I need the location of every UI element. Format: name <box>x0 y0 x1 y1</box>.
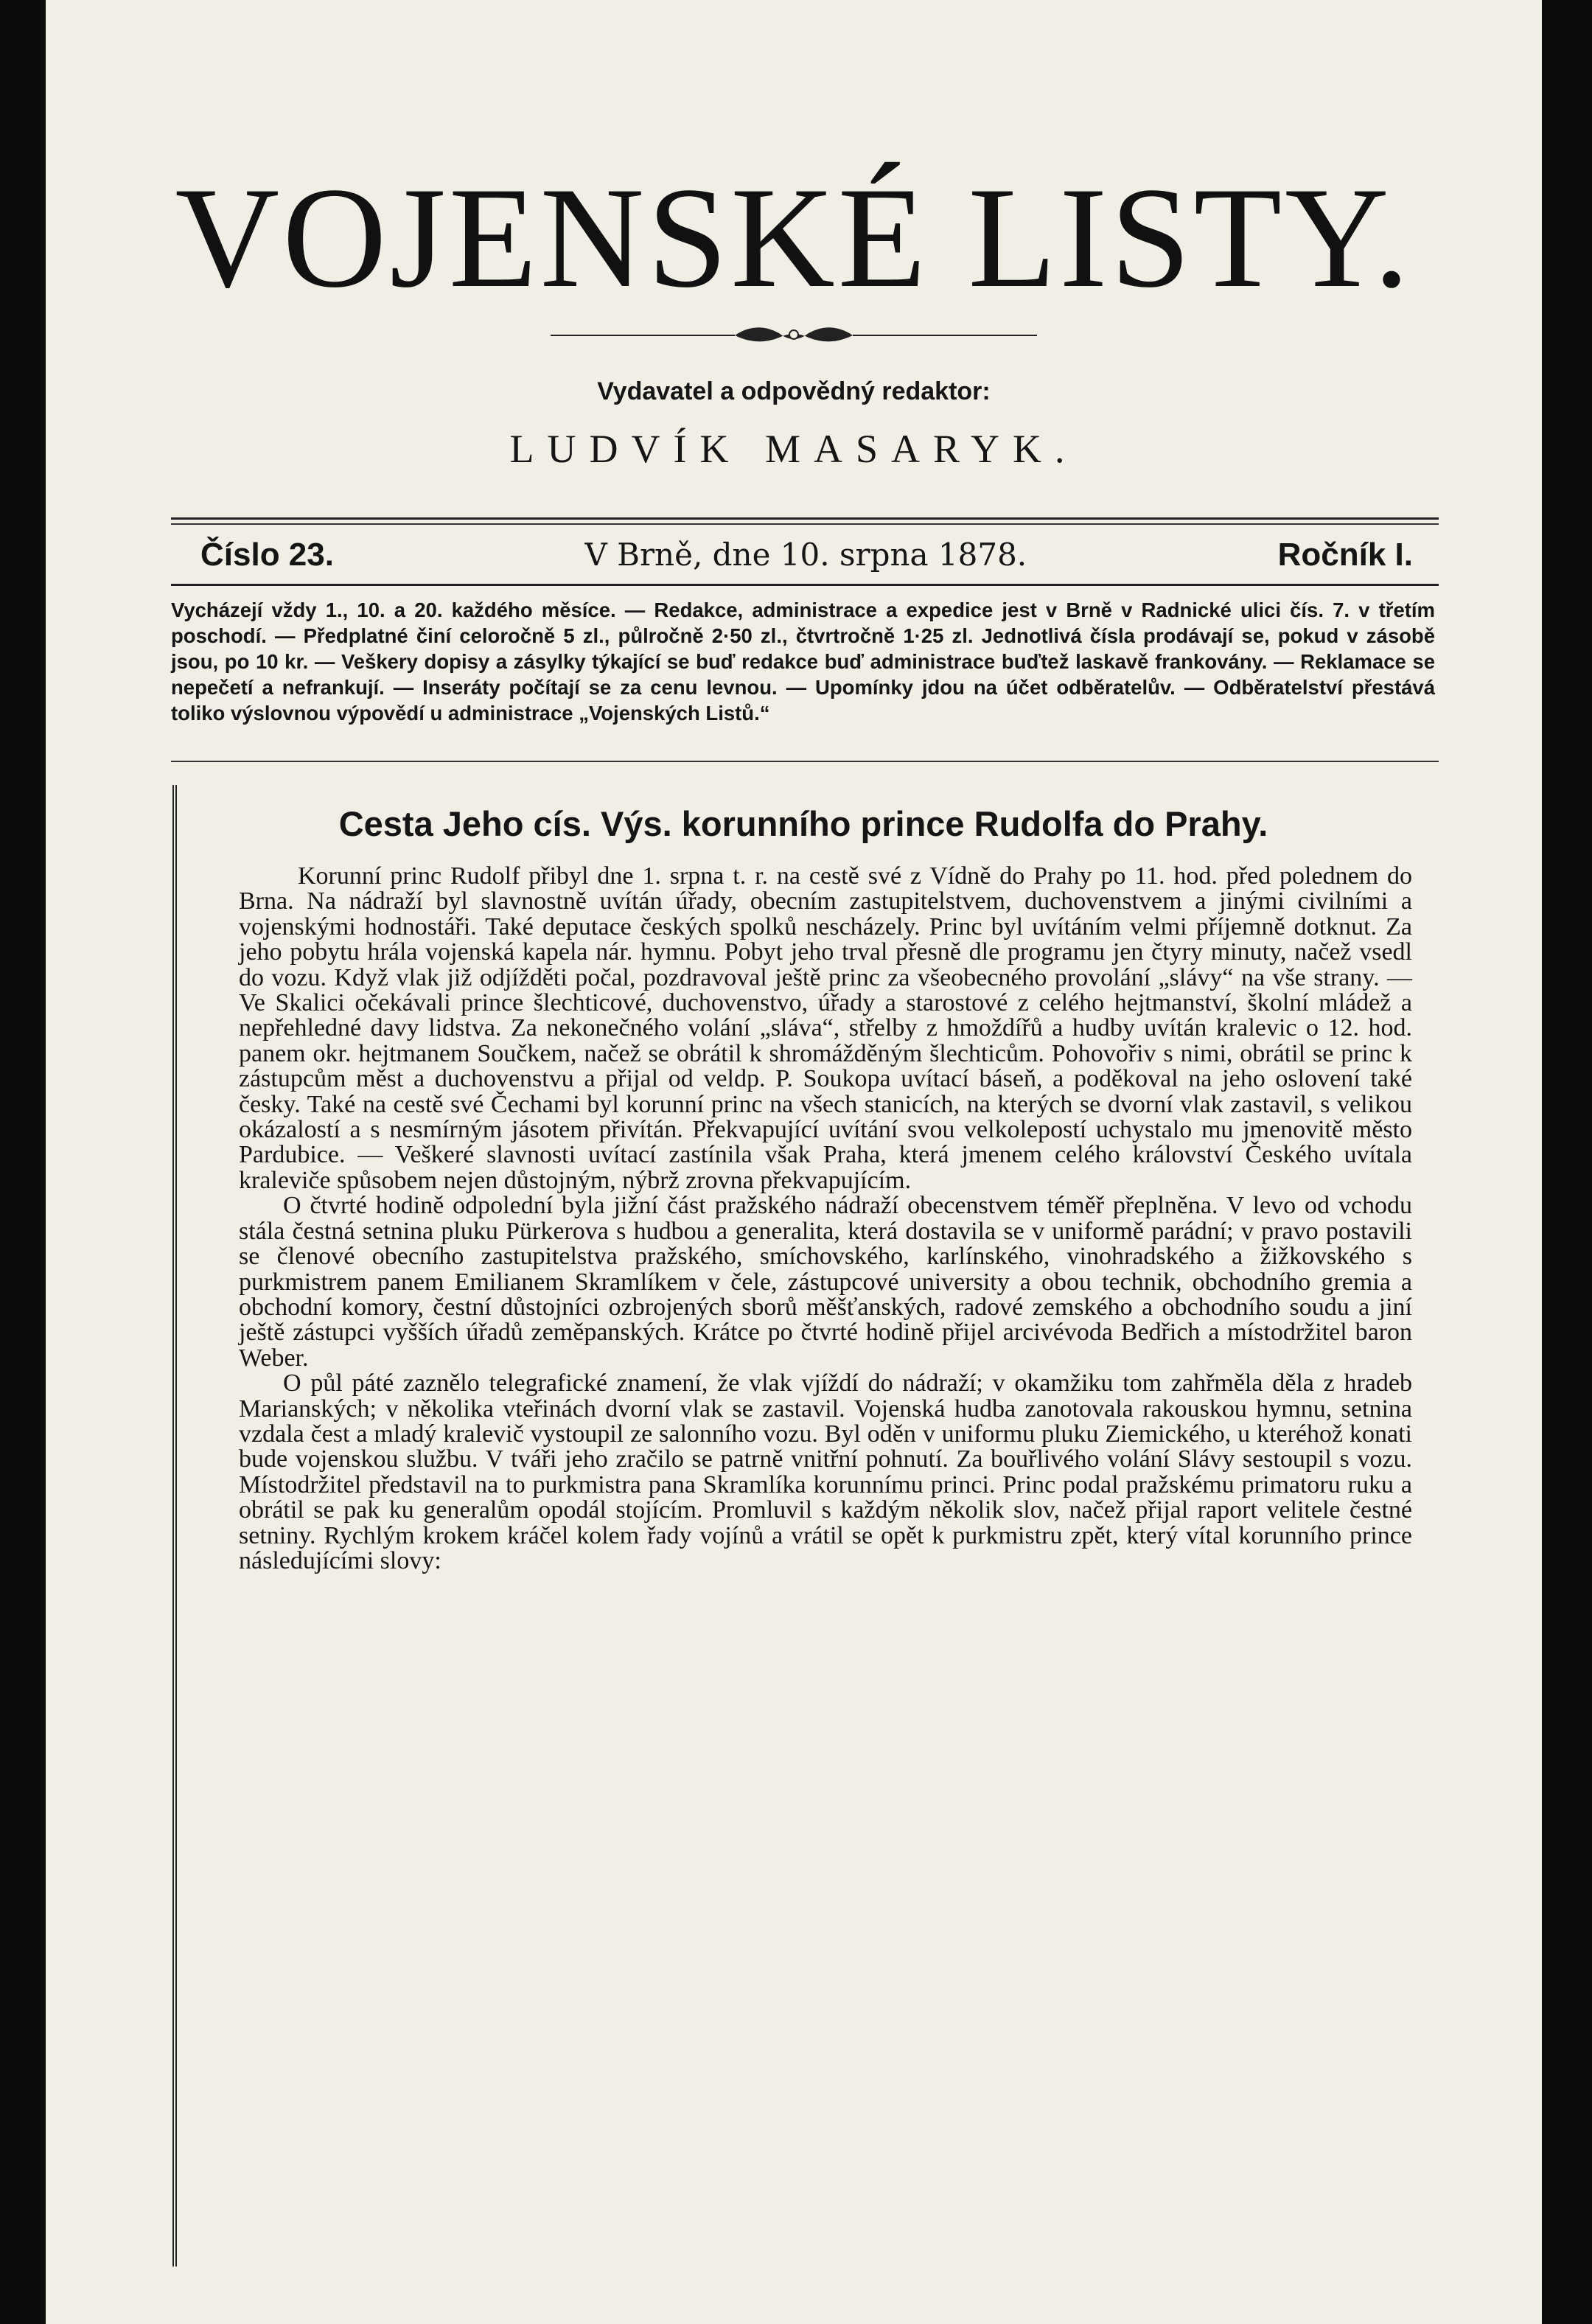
title-ornament <box>46 317 1542 357</box>
subscription-info-text: Vycházejí vždy 1., 10. a 20. každého měsíce. — Redakce, administrace a expedice jest v Brně v Radnické ulici čís. 7. v třetím poschodí. — Předplatné činí celoročně 5 zl., půlročně 2·50 zl., čtvrtročně 1·25 zl. Jednotlivá čísla prodávají se, pokud v zásobě jsou, po 10 kr. — Veškery dopisy a zásylky týkající se buď redakce buď administrace buďtež laskavě frankovány. — Reklamace se nepečetí a nefrankují. — Inseráty počítají se za cenu levnou. — Upomínky jdou na účet odběratelův. — Odběratelství přestává toliko výslovnou výpovědí u administrace „Vojenských Listů.“ <box>171 599 1435 725</box>
article-body <box>239 864 1412 1574</box>
article-title: Cesta Jeho cís. Výs. korunního prince Rudolfa do Prahy. <box>338 804 1268 843</box>
subscription-info <box>171 597 1435 726</box>
masthead-title: VOJENSKÉ LISTY. <box>175 158 1413 318</box>
header-rule-top <box>171 517 1439 520</box>
publisher-label: Vydavatel a odpovědný redaktor: <box>597 377 991 405</box>
issue-place-date: V Brně, dne 10. srpna 1878. <box>584 537 1027 573</box>
issue-line <box>200 537 1413 573</box>
issue-number: Číslo 23. <box>200 537 334 573</box>
newspaper-page <box>46 0 1542 2324</box>
issue-volume: Ročník I. <box>1277 537 1413 573</box>
article-paragraph: O čtvrté hodině odpolední byla jižní část pražského nádraží obecenstvem téměř přeplněna. V levo od vchodu stála čestná setnina pluku Pürkerova s hudbou a generalita, která dostavila se v uniformě parádní; v pravo postavili se členové obecního zastupitelstva pražského, smíchovského, karlínského, vinohradského a žižkovského s purkmistrem panem Emilianem Skramlíkem v čele, zástupcové university a obou technik, obchodního gremia a obchodní komory, čestní důstojníci ozbrojených sborů měšťanských, radové zemského a obchodního soudu a jiní ještě zástupci vyšších úřadů zeměpanských. Krátce po čtvrté hodině přijel arcivévoda Bedřich a místodržitel baron Weber. <box>239 1192 1412 1372</box>
info-rule <box>171 761 1439 762</box>
article-paragraph: Korunní princ Rudolf přibyl dne 1. srpna t. r. na cestě své z Vídně do Prahy po 11. hod. před polednem do Brna. Na nádraží byl slavnostně uvítán úřady, obecním zastupitelstvem, duchovenstvem a jinými civilními a vojenskými hodnostáři. Také deputace českých spolků nescházely. Princ byl uvítáním velmi příjemně dotknut. Za jeho pobytu hrála vojenská kapela nár. hymnu. Pobyt jeho trval přesně dle programu jen čtyry minuty, načež vsedl do vozu. Když vlak již odjížděti počal, pozdravoval ještě princ za všeobecného provolání „slávy“ na vše strany. — Ve Skalici očekávali prince šlechticové, duchovenstvo, úřady a starostové z celého hejtmanství, školní mládež a nepřehledné davy lidstva. Za nekonečného volání „sláva“, střelby z hmoždířů a hudby uvítán kralevic o 12. hod. panem okr. hejtmanem Součkem, načež se obrátil k shromážděným šlechticům. Pohovořiv s nimi, obrátil se princ k zástupcům měst a duchovenstvu a přijal od veldp. P. Soukopa uvítací báseň, a poděkoval na jeho oslovení také česky. Také na cestě své Čechami byl korunní princ na všech stanicích, na kterých se dvorní vlak zastavil, s velikou okázalostí a s nesmírným jásotem přivítán. Překvapující uvítání svou velkolepostí uchystalo mu jmenovitě město Pardubice. — Veškeré slavnosti uvítací zastínila však Praha, která jmenem celého království Českého uvítala kraleviče spůsobem nejen důstojným, nýbrž zrovna překvapujícím. <box>239 862 1412 1194</box>
ornament-flourish-icon <box>536 317 1052 354</box>
publisher-name: LUDVÍK MASARYK. <box>509 427 1078 471</box>
header-rule-bottom <box>171 584 1439 586</box>
article-paragraph: O půl páté zaznělo telegrafické znamení, že vlak vjíždí do nádraží; v okamžiku tom zahřměla děla z hradeb Marianských; v několika vteřinách dvorní vlak se zastavil. Vojenská hudba zanotovala rakouskou hymnu, setnina vzdala čest a mladý kralevič vystoupil ze salonního vozu. Byl oděn v uniformu pluku Ziemického, u kteréhož konati bude vojenskou službu. V tváři jeho zračilo se patrně vnitřní pohnutí. Za bouřlivého volání Slávy sestoupil s vozu. Místodržitel představil na to purkmistra pana Skramlíka korunnímu princi. Princ podal pražskému primatoru ruku a obrátil se pak ku generalům opodál stojícím. Promluvil s každým několik slov, načež přijal raport velitele čestné setniny. Rychlým krokem kráčel kolem řady vojínů a vrátil se opět k purkmistru zpět, který vítal korunního prince následujícími slovy: <box>239 1369 1412 1574</box>
header-rule-top-inner <box>171 523 1439 525</box>
